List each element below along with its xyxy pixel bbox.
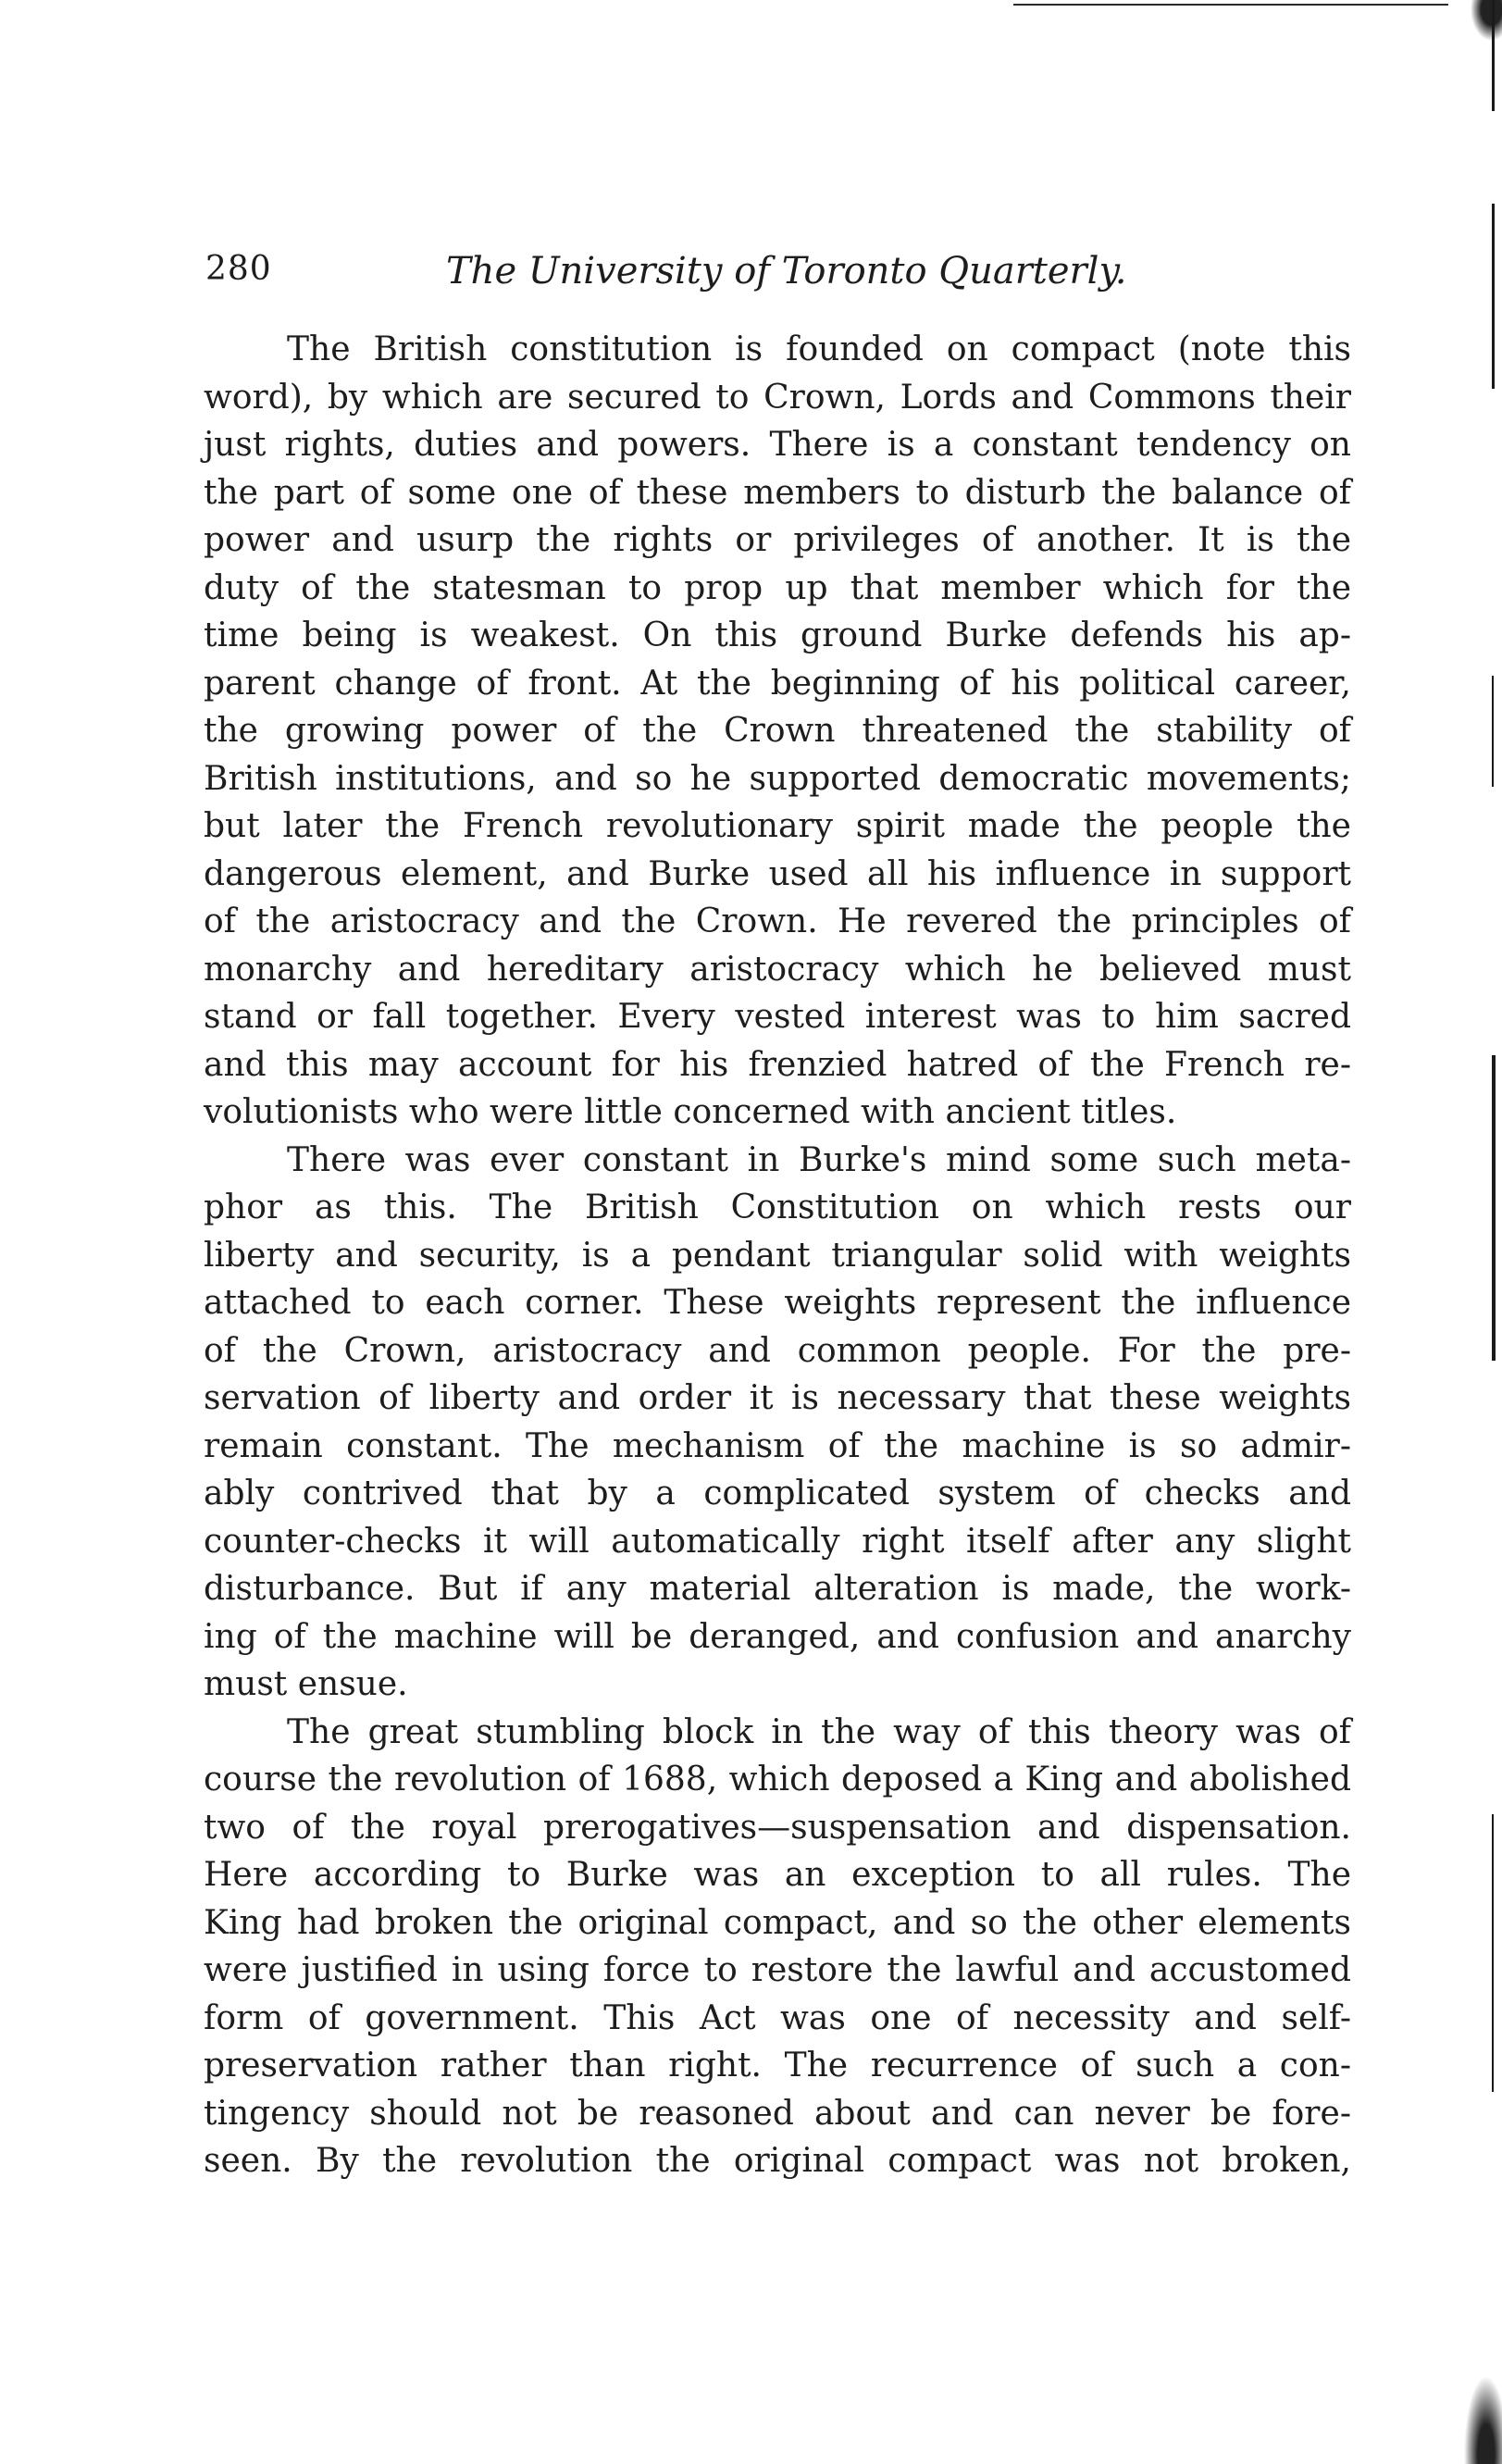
text-line: stand or fall together. Every vested interest was to him sacred bbox=[204, 998, 1351, 1036]
top-rule bbox=[1013, 4, 1448, 6]
text-line: British institutions, and so he supported democratic movements; bbox=[204, 759, 1351, 798]
text-line: must ensue. bbox=[204, 1665, 408, 1703]
paragraph-2 bbox=[204, 1137, 1351, 1709]
paragraph-1 bbox=[204, 326, 1351, 1137]
margin-line bbox=[1492, 676, 1494, 787]
text-line: liberty and security, is a pendant triangular solid with weights bbox=[204, 1236, 1351, 1275]
text-line: form of government. This Act was one of necessity and self- bbox=[204, 1998, 1351, 2037]
text-line: volutionists who were little concerned with ancient titles. bbox=[204, 1093, 1177, 1131]
text-line: word), by which are secured to Crown, Lords and Commons their bbox=[204, 378, 1351, 417]
text-line: but later the French revolutionary spirit made the people the bbox=[204, 807, 1351, 845]
text-line: remain constant. The mechanism of the machine is so admir- bbox=[204, 1426, 1351, 1465]
journal-title: The University of Toronto Quarterly. bbox=[446, 250, 1127, 292]
scan-artifact-top bbox=[1467, 0, 1502, 46]
scan-artifact-bottom bbox=[1462, 2370, 1502, 2464]
text-line: of the aristocracy and the Crown. He revered the principles of bbox=[204, 902, 1351, 940]
text-line: attached to each corner. These weights represent the influence bbox=[204, 1284, 1351, 1322]
text-line: seen. By the revolution the original compact was not broken, bbox=[204, 2142, 1351, 2180]
text-line: disturbance. But if any material alteration is made, the work- bbox=[204, 1570, 1351, 1608]
text-line: The British constitution is founded on compact (note this bbox=[287, 330, 1351, 368]
page-body bbox=[204, 326, 1351, 2185]
text-line: counter-checks it will automatically right itself after any slight bbox=[204, 1522, 1351, 1561]
text-line: King had broken the original compact, and so the other elements bbox=[204, 1903, 1351, 1942]
text-line: duty of the statesman to prop up that member which for the bbox=[204, 568, 1351, 607]
text-line: of the Crown, aristocracy and common people. For the pre- bbox=[204, 1331, 1351, 1370]
text-line: The great stumbling block in the way of this theory was of bbox=[287, 1712, 1351, 1751]
text-line: the part of some one of these members to disturb the balance of bbox=[204, 473, 1351, 512]
page-number: 280 bbox=[205, 250, 272, 288]
margin-line bbox=[1492, 0, 1495, 111]
margin-line bbox=[1492, 204, 1495, 389]
text-line: power and usurp the rights or privileges of another. It is the bbox=[204, 521, 1351, 559]
text-line: dangerous element, and Burke used all his influence in support bbox=[204, 854, 1351, 893]
text-line: parent change of front. At the beginning of his political career, bbox=[204, 664, 1351, 703]
text-line: time being is weakest. On this ground Burke defends his ap- bbox=[204, 616, 1351, 654]
text-line: phor as this. The British Constitution on which rests our bbox=[204, 1188, 1351, 1226]
paragraph-3 bbox=[204, 1709, 1351, 2185]
text-line: just rights, duties and powers. There is a constant tendency on bbox=[204, 426, 1351, 464]
text-line: servation of liberty and order it is necessary that these weights bbox=[204, 1379, 1351, 1417]
running-head bbox=[205, 250, 1186, 305]
text-line: course the revolution of 1688, which deposed a King and abolished bbox=[204, 1761, 1351, 1798]
text-line: and this may account for his frenzied hatred of the French re- bbox=[204, 1045, 1351, 1084]
text-line: preservation rather than right. The recurrence of such a con- bbox=[204, 2047, 1351, 2084]
text-line: Here according to Burke was an exception to all rules. The bbox=[204, 1856, 1351, 1894]
text-line: ing of the machine will be deranged, and confusion and anarchy bbox=[204, 1617, 1351, 1656]
text-line: tingency should not be reasoned about and can never be fore- bbox=[204, 2094, 1351, 2133]
text-line: the growing power of the Crown threatened the stability of bbox=[204, 712, 1351, 750]
text-line: were justified in using force to restore the lawful and accustomed bbox=[204, 1951, 1351, 1989]
margin-line bbox=[1492, 1055, 1496, 1361]
margin-line bbox=[1492, 1814, 1494, 2092]
text-line: There was ever constant in Burke's mind some such meta- bbox=[287, 1140, 1351, 1179]
text-line: two of the royal prerogatives—suspensation and dispensation. bbox=[204, 1808, 1351, 1847]
text-line: monarchy and hereditary aristocracy which he believed must bbox=[204, 950, 1351, 989]
text-line: ably contrived that by a complicated system of checks and bbox=[204, 1475, 1351, 1512]
